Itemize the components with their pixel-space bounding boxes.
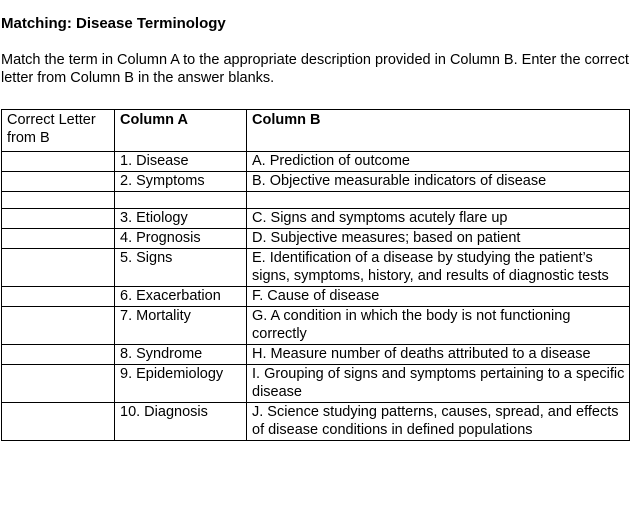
answer-blank[interactable] [2, 209, 115, 229]
answer-blank[interactable] [2, 249, 115, 287]
description-cell: C. Signs and symptoms acutely flare up [247, 209, 630, 229]
table-row [2, 403, 630, 441]
spacer-cell [247, 192, 630, 209]
matching-table [1, 109, 630, 441]
term-cell: 3. Etiology [115, 209, 247, 229]
term-cell: 9. Epidemiology [115, 365, 247, 403]
answer-blank[interactable] [2, 365, 115, 403]
header-column-b: Column B [247, 110, 630, 152]
term-cell: 6. Exacerbation [115, 287, 247, 307]
table-row [2, 287, 630, 307]
spacer-row [2, 192, 630, 209]
term-cell: 5. Signs [115, 249, 247, 287]
term-cell: 10. Diagnosis [115, 403, 247, 441]
description-cell: G. A condition in which the body is not functioning correctly [247, 307, 630, 345]
instructions: Match the term in Column A to the appropriate description provided in Column B. Enter the correct letter from Column B in the answer blanks. [1, 52, 629, 86]
description-cell: B. Objective measurable indicators of disease [247, 172, 630, 192]
answer-blank[interactable] [2, 345, 115, 365]
answer-blank[interactable] [2, 403, 115, 441]
table-row [2, 345, 630, 365]
description-cell: I. Grouping of signs and symptoms pertaining to a specific disease [247, 365, 630, 403]
term-cell: 1. Disease [115, 152, 247, 172]
term-cell: 4. Prognosis [115, 229, 247, 249]
header-answer: Correct Letter from B [2, 110, 115, 152]
table-row [2, 152, 630, 172]
table-row [2, 172, 630, 192]
description-cell: E. Identification of a disease by studying the patient’s signs, symptoms, history, and results of diagnostic tests [247, 249, 630, 287]
term-cell: 7. Mortality [115, 307, 247, 345]
spacer-cell [115, 192, 247, 209]
term-cell: 8. Syndrome [115, 345, 247, 365]
spacer-cell [2, 192, 115, 209]
table-row [2, 365, 630, 403]
description-cell: F. Cause of disease [247, 287, 630, 307]
term-cell: 2. Symptoms [115, 172, 247, 192]
answer-blank[interactable] [2, 172, 115, 192]
table-row [2, 229, 630, 249]
header-row [2, 110, 630, 152]
page-title: Matching: Disease Terminology [1, 15, 226, 32]
answer-blank[interactable] [2, 229, 115, 249]
table-row [2, 209, 630, 229]
table-row [2, 307, 630, 345]
description-cell: A. Prediction of outcome [247, 152, 630, 172]
answer-blank[interactable] [2, 152, 115, 172]
description-cell: J. Science studying patterns, causes, spread, and effects of disease conditions in defined populations [247, 403, 630, 441]
answer-blank[interactable] [2, 287, 115, 307]
answer-blank[interactable] [2, 307, 115, 345]
description-cell: H. Measure number of deaths attributed to a disease [247, 345, 630, 365]
description-cell: D. Subjective measures; based on patient [247, 229, 630, 249]
table-row [2, 249, 630, 287]
header-column-a: Column A [115, 110, 247, 152]
